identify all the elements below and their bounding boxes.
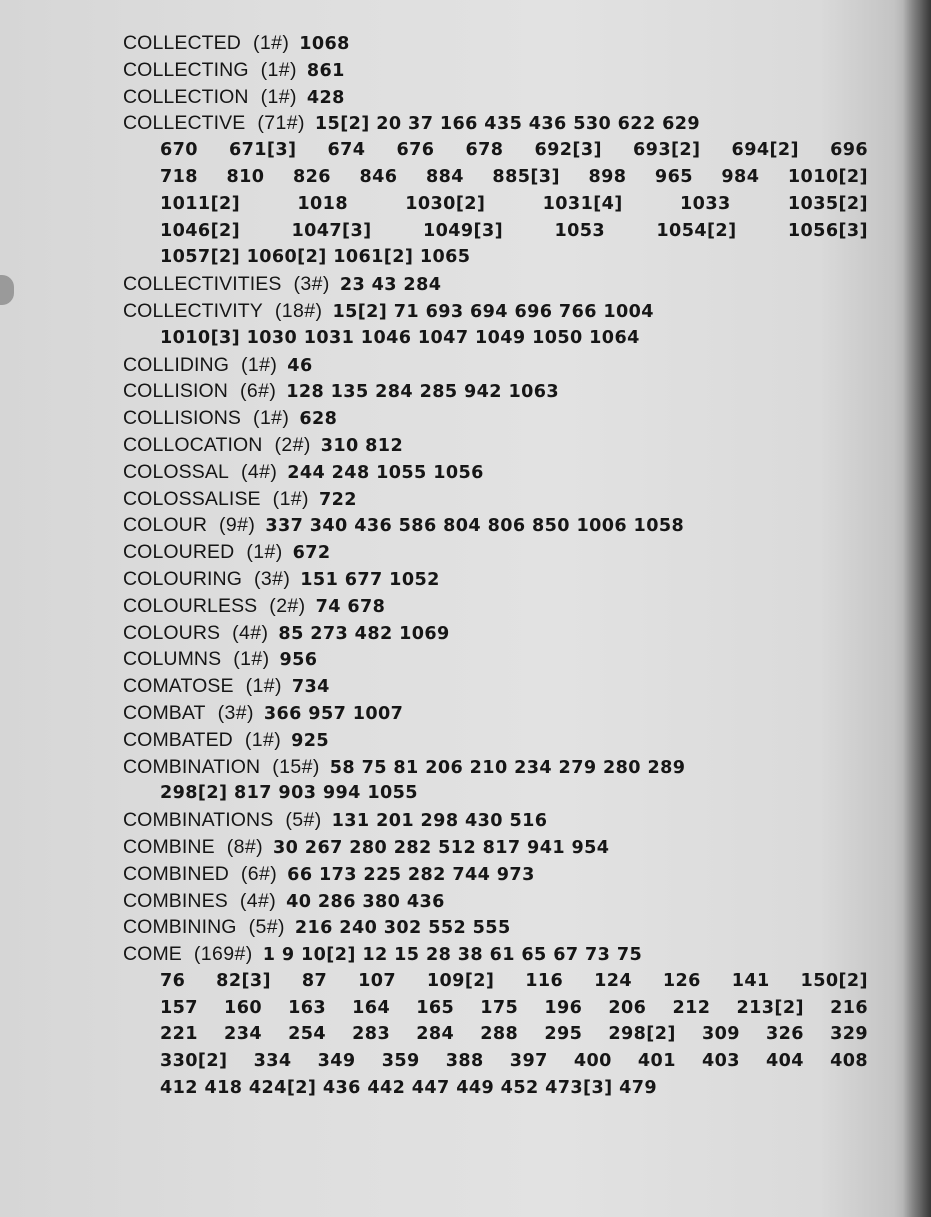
- entry-head-line: [123, 432, 868, 459]
- entry-count: (1#): [241, 353, 278, 376]
- entry-count: (6#): [240, 862, 278, 885]
- entry-count: (3#): [293, 273, 330, 296]
- index-entry: [123, 646, 868, 673]
- entry-head-line: [123, 405, 868, 432]
- entry-count: (3#): [254, 567, 291, 590]
- page-refs: 722: [318, 489, 357, 510]
- entry-count: (169#): [193, 943, 253, 966]
- page-refs: 216 240 302 552 555: [294, 918, 511, 939]
- entry-word: COMBINATIONS: [123, 809, 274, 832]
- entry-word: COMBINES: [123, 889, 228, 912]
- page-refs-continued: 298[2] 817 903 994 1055: [160, 783, 418, 804]
- entry-head-line: [123, 914, 868, 941]
- index-entry: [123, 84, 868, 111]
- entry-word: COMBAT: [123, 701, 206, 724]
- entry-count: (18#): [274, 299, 323, 322]
- page-refs-continued: 412 418 424[2] 436 442 447 449 452 473[3] 479: [160, 1078, 658, 1099]
- page-refs-continued: 670 671[3] 674 676 678 692[3] 693[2] 694[2] 696: [160, 140, 868, 161]
- entry-word: COMBATED: [123, 728, 233, 751]
- entry-head-line: [123, 352, 868, 379]
- entry-word: COMBINING: [123, 916, 237, 939]
- page-refs: 58 75 81 206 210 234 279 280 289: [329, 757, 686, 778]
- entry-head-line: [123, 459, 868, 486]
- entry-head-line: [123, 646, 868, 673]
- page-refs: 366 957 1007: [263, 703, 404, 724]
- page-refs: 861: [306, 60, 345, 81]
- entry-head-line: [123, 378, 868, 405]
- entry-head-line: [123, 941, 868, 968]
- page-refs-continued: 157 160 163 164 165 175 196 206 212 213[2] 216: [160, 997, 868, 1018]
- page-refs-continued: 718 810 826 846 884 885[3] 898 965 984 1010[2]: [160, 166, 868, 187]
- page-refs: 337 340 436 586 804 806 850 1006 1058: [265, 516, 685, 537]
- entry-word: COLOURS: [123, 621, 221, 644]
- page-refs: 151 677 1052: [300, 569, 440, 590]
- page-refs: 15[2] 20 37 166 435 436 530 622 629: [314, 114, 701, 135]
- entry-head-line: [123, 754, 868, 781]
- entry-word: COLLECTED: [123, 32, 241, 54]
- entry-count: (5#): [285, 809, 322, 832]
- entry-count: (1#): [260, 85, 297, 108]
- page-refs: 30 267 280 282 512 817 941 954: [273, 837, 610, 858]
- entry-count: (71#): [257, 112, 305, 135]
- entry-head-line: [123, 271, 868, 298]
- page-refs-continued: 221 234 254 283 284 288 295 298[2] 309 326 329: [160, 1024, 868, 1045]
- entry-count: (1#): [253, 407, 290, 430]
- entry-count: (3#): [217, 701, 254, 724]
- entry-count: (4#): [239, 889, 277, 912]
- entry-head-line: [123, 807, 868, 834]
- index-entry: [123, 620, 868, 647]
- entry-count: (1#): [233, 648, 270, 671]
- entry-head-line: [123, 673, 868, 700]
- page-refs-continued: 330[2] 334 349 359 388 397 400 401 403 404 408: [160, 1051, 868, 1072]
- index-entry: [123, 298, 868, 352]
- entry-count: (2#): [269, 594, 306, 617]
- index-entry: [123, 888, 868, 915]
- page-refs: 40 286 380 436: [286, 891, 445, 912]
- entry-word: COLLIDING: [123, 353, 230, 376]
- page-refs: 672: [292, 543, 331, 564]
- entry-head-line: [123, 298, 868, 325]
- entry-word: COLLISIONS: [123, 407, 242, 430]
- entry-word: COLLECTING: [123, 58, 249, 81]
- entry-head-line: [123, 888, 868, 915]
- index-entry: [123, 512, 868, 539]
- entry-head-line: [123, 539, 868, 566]
- page-refs: 310 812: [320, 435, 404, 456]
- index-entry: [123, 539, 868, 566]
- entry-word: COLLECTION: [123, 85, 249, 108]
- page-refs: 23 43 284: [339, 275, 442, 296]
- index-entry: [123, 459, 868, 486]
- index-entry: [123, 405, 868, 432]
- page-refs: 74 678: [315, 596, 386, 617]
- entry-head-line: [123, 57, 868, 84]
- entry-count: (1#): [252, 32, 290, 54]
- page-refs: 15[2] 71 693 694 696 766 1004: [332, 301, 654, 322]
- entry-count: (6#): [239, 380, 277, 403]
- index-entry: [123, 378, 868, 405]
- page-refs-continued: 1011[2] 1018 1030[2] 1031[4] 1033 1035[2]: [160, 193, 868, 214]
- entry-head-line: [123, 84, 868, 111]
- entry-count: (1#): [244, 728, 282, 751]
- page-refs: 1 9 10[2] 12 15 28 38 61 65 67 73 75: [262, 945, 643, 966]
- page-refs: 244 248 1055 1056: [287, 462, 484, 483]
- entry-head-line: [123, 700, 868, 727]
- entry-word: COLUMNS: [123, 648, 222, 671]
- entry-word: COLLISION: [123, 380, 228, 403]
- index-entry: [123, 807, 868, 834]
- entry-head-line: [123, 512, 868, 539]
- index-entry: [123, 486, 868, 513]
- page-refs: 428: [306, 87, 345, 108]
- entry-head-line: [123, 110, 868, 137]
- entry-head-line: [123, 593, 868, 620]
- entry-head-line: [123, 486, 868, 513]
- entry-head-line: [123, 861, 868, 888]
- index-entry: [123, 432, 868, 459]
- entry-count: (8#): [226, 835, 263, 858]
- entry-count: (1#): [260, 58, 297, 81]
- entry-count: (9#): [219, 514, 256, 537]
- index-entry: [123, 110, 868, 271]
- entry-word: COLLECTIVITY: [123, 299, 263, 322]
- page-refs: 734: [291, 677, 330, 698]
- entry-count: (2#): [274, 433, 311, 456]
- index-entry: [123, 30, 868, 57]
- entry-word: COLLOCATION: [123, 433, 263, 456]
- index-entry: [123, 727, 868, 754]
- entry-word: COLOURING: [123, 567, 242, 590]
- entry-head-line: [123, 566, 868, 593]
- entry-word: COLOUR: [123, 514, 208, 537]
- page-refs: 85 273 482 1069: [278, 623, 450, 644]
- entry-head-line: [123, 834, 868, 861]
- index-entry: [123, 834, 868, 861]
- index-entry: [123, 57, 868, 84]
- entry-head-line: [123, 620, 868, 647]
- page-refs: 131 201 298 430 516: [331, 811, 548, 832]
- entry-count: (1#): [272, 487, 309, 510]
- entry-word: COLOURED: [123, 541, 235, 564]
- entry-word: COLOSSALISE: [123, 487, 261, 510]
- page-refs: 1068: [299, 34, 350, 54]
- entry-word: COMBINED: [123, 862, 229, 885]
- entry-count: (4#): [232, 621, 269, 644]
- entry-word: COLOURLESS: [123, 594, 258, 617]
- page-refs-continued: 76 82[3] 87 107 109[2] 116 124 126 141 150[2]: [160, 970, 868, 991]
- entry-count: (4#): [240, 460, 278, 483]
- index-entry: [123, 861, 868, 888]
- page-refs: 128 135 284 285 942 1063: [286, 382, 560, 403]
- entry-word: COLLECTIVE: [123, 112, 246, 135]
- index-entry: [123, 914, 868, 941]
- entry-head-line: [123, 727, 868, 754]
- index-entry: [123, 593, 868, 620]
- index-entry: [123, 352, 868, 379]
- index-entry: [123, 700, 868, 727]
- page-refs: 956: [279, 650, 318, 671]
- page-refs-continued: 1057[2] 1060[2] 1061[2] 1065: [160, 247, 471, 268]
- index-entry: [123, 941, 868, 1102]
- entry-word: COLOSSAL: [123, 460, 229, 483]
- index-entry: [123, 271, 868, 298]
- entry-count: (15#): [272, 755, 320, 778]
- page-refs: 628: [299, 409, 338, 430]
- entry-count: (1#): [245, 675, 282, 698]
- entry-word: COMATOSE: [123, 675, 234, 698]
- index-entry: [123, 566, 868, 593]
- entry-count: (5#): [248, 916, 285, 939]
- entry-word: COLLECTIVITIES: [123, 273, 282, 296]
- entry-word: COME: [123, 943, 182, 966]
- concordance-index: [123, 30, 868, 1102]
- page-edge-shadow: [0, 275, 14, 305]
- entry-head-line: [123, 30, 868, 57]
- entry-word: COMBINE: [123, 835, 215, 858]
- page-refs-continued: 1010[3] 1030 1031 1046 1047 1049 1050 1064: [160, 327, 640, 348]
- page-refs: 46: [287, 355, 313, 376]
- index-entry: [123, 673, 868, 700]
- page-refs: 66 173 225 282 744 973: [287, 864, 535, 885]
- entry-word: COMBINATION: [123, 755, 261, 778]
- page-refs-continued: 1046[2] 1047[3] 1049[3] 1053 1054[2] 1056[3]: [160, 220, 868, 241]
- index-entry: [123, 754, 868, 808]
- page-refs: 925: [291, 730, 330, 751]
- entry-count: (1#): [246, 541, 283, 564]
